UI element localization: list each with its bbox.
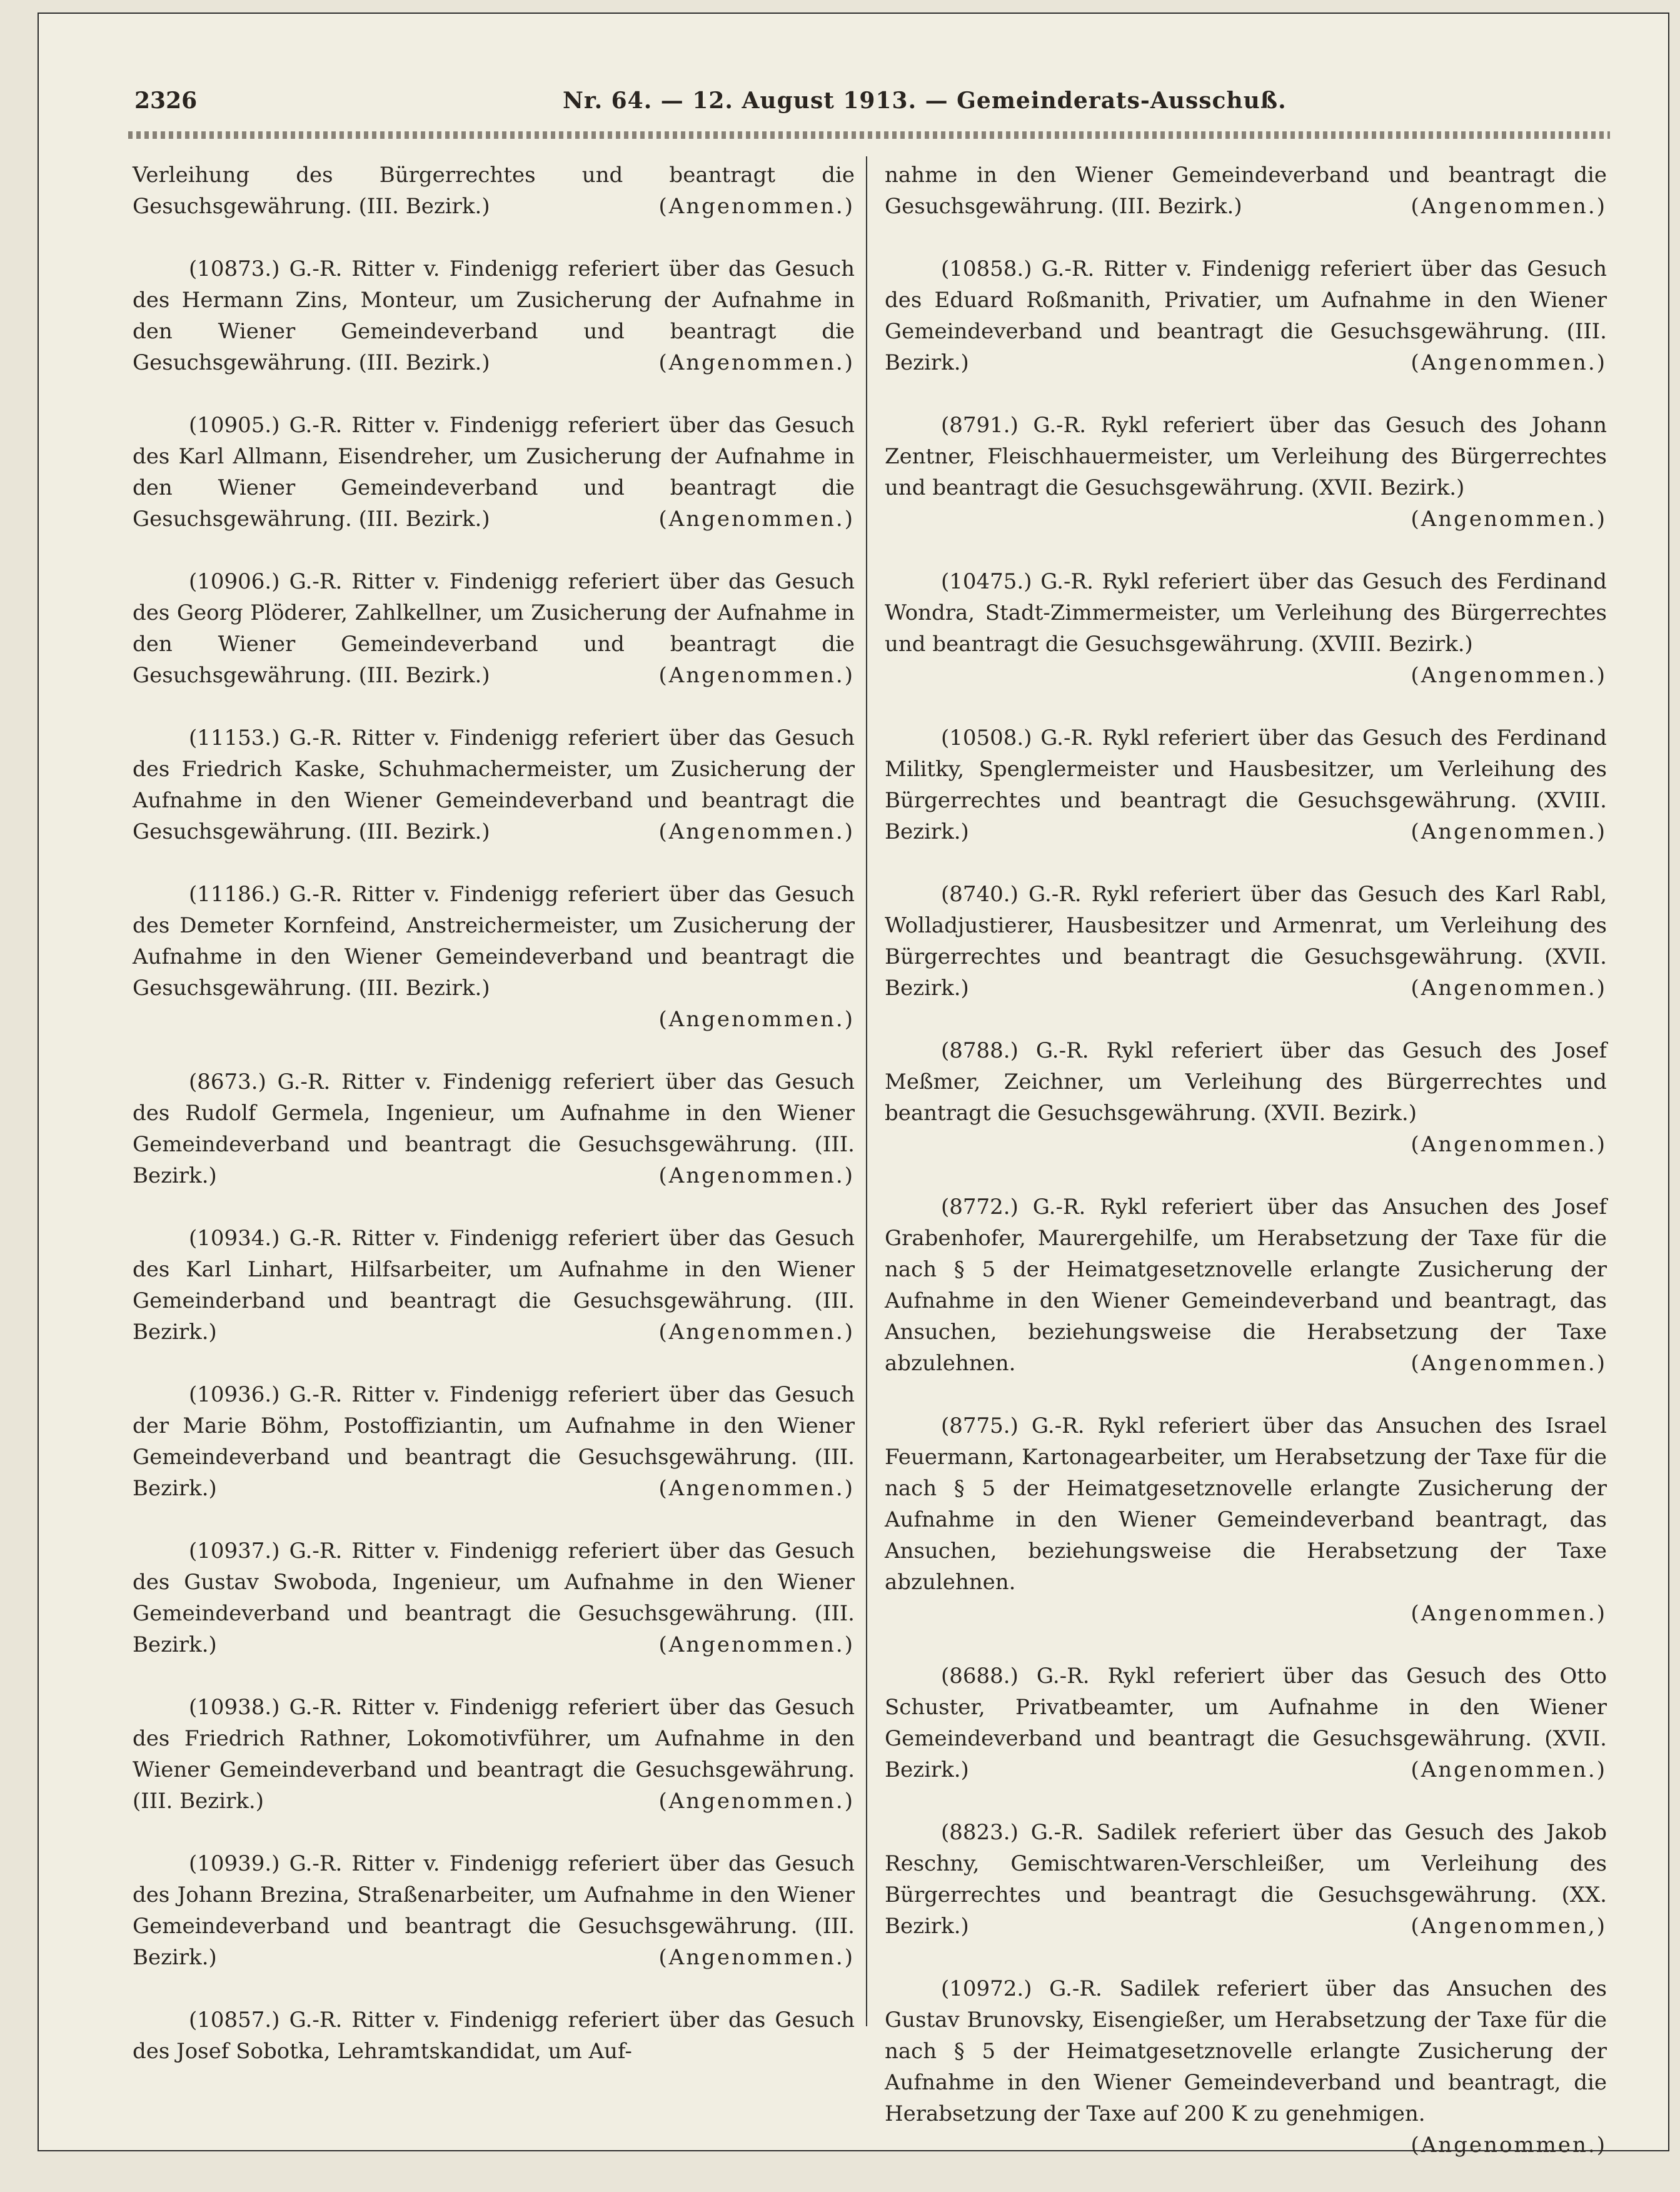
column-divider bbox=[866, 156, 867, 2026]
entry-status: (Angenommen.) bbox=[658, 1945, 855, 1970]
entry-status: (Angenommen.) bbox=[658, 1789, 855, 1814]
entry-status: (Angenommen.) bbox=[658, 1320, 855, 1345]
protocol-entry bbox=[885, 566, 1607, 691]
entry-status: (Angenommen.) bbox=[658, 1632, 855, 1657]
protocol-entry bbox=[133, 253, 855, 378]
entry-status: (Angenommen.) bbox=[1411, 1757, 1607, 1782]
protocol-entry bbox=[133, 1379, 855, 1504]
entry-status: (Angenommen.) bbox=[1411, 663, 1607, 688]
entry-text: (10873.) G.-R. Ritter v. Findenigg referiert über das Gesuch des Hermann Zins, Monteur, um Zusicherung der Aufnahme in den Wiener Gemeindeverband und beantragt die Gesuchsgewährung. (III. Bezirk.) bbox=[133, 256, 855, 375]
entry-text: (10905.) G.-R. Ritter v. Findenigg referiert über das Gesuch des Karl Allmann, Eisendreher, um Zusicherung der Aufnahme in den Wiener Gemeindeverband und beantragt die Gesuchsgewährung. (III. Bezirk.) bbox=[133, 413, 855, 532]
entry-text: (8740.) G.-R. Rykl referiert über das Gesuch des Karl Rabl, Wolladjustierer, Hausbesitzer und Armenrat, um Verleihung des Bürgerrechtes und beantragt die Gesuchsgewährung. (XVII. Bezirk.) bbox=[885, 882, 1607, 1001]
entry-text: (10936.) G.-R. Ritter v. Findenigg referiert über das Gesuch der Marie Böhm, Postoffiziantin, um Aufnahme in den Wiener Gemeindeverband und beantragt die Gesuchsgewährung. (III. Bezirk.) bbox=[133, 1382, 855, 1501]
protocol-entry bbox=[133, 879, 855, 1035]
protocol-entry bbox=[133, 1535, 855, 1660]
left-column bbox=[133, 159, 855, 2098]
page-number: 2326 bbox=[134, 88, 198, 114]
protocol-entry bbox=[885, 1191, 1607, 1379]
entry-status: (Angenommen.) bbox=[658, 1007, 855, 1032]
header-rule bbox=[128, 131, 1610, 139]
protocol-entry bbox=[133, 722, 855, 847]
entry-status: (Angenommen.) bbox=[1411, 1351, 1607, 1376]
protocol-entry bbox=[885, 1035, 1607, 1160]
protocol-entry bbox=[133, 2004, 855, 2067]
protocol-entry bbox=[885, 159, 1607, 222]
entry-text: (8772.) G.-R. Rykl referiert über das Ansuchen des Josef Grabenhofer, Maurergehilfe, um Herabsetzung der Taxe für die nach § 5 der Heimatgesetznovelle erlangte Zusicherung der Aufnahme in den Wiener Gemeindeverband und beantragt, das Ansuchen, beziehungsweise die Herabsetzung der Taxe abzulehnen. bbox=[885, 1194, 1607, 1376]
protocol-entry bbox=[133, 410, 855, 535]
entry-status: (Angenommen.) bbox=[658, 663, 855, 688]
entry-status: (Angenommen.) bbox=[658, 194, 855, 219]
entry-status: (Angenommen.) bbox=[658, 350, 855, 375]
right-column bbox=[885, 159, 1607, 2192]
entry-text: Verleihung des Bürgerrechtes und beantragt die Gesuchsgewährung. (III. Bezirk.) bbox=[133, 163, 855, 219]
entry-status: (Angenommen.) bbox=[1411, 976, 1607, 1001]
entry-status: (Angenommen.) bbox=[658, 819, 855, 844]
protocol-entry bbox=[885, 1410, 1607, 1629]
page-title: Nr. 64. — 12. August 1913. — Gemeinderats-Ausschuß. bbox=[563, 88, 1287, 114]
entry-text: nahme in den Wiener Gemeindeverband und beantragt die Gesuchsgewährung. (III. Bezirk.) bbox=[885, 163, 1607, 219]
entry-text: (8788.) G.-R. Rykl referiert über das Gesuch des Josef Meßmer, Zeichner, um Verleihung des Bürgerrechtes und beantragt die Gesuchsgewährung. (XVII. Bezirk.) bbox=[885, 1038, 1607, 1126]
entry-status: (Angenommen.) bbox=[1411, 507, 1607, 532]
entry-text: (10972.) G.-R. Sadilek referiert über das Ansuchen des Gustav Brunovsky, Eisengießer, um Herabsetzung der Taxe für die nach § 5 der Heimatgesetznovelle erlangte Zusicherung der Aufnahme in den Wiener Gemeindeverband und beantragt, die Herabsetzung der Taxe auf 200 K zu genehmigen. bbox=[885, 1976, 1607, 2126]
entry-text: (8688.) G.-R. Rykl referiert über das Gesuch des Otto Schuster, Privatbeamter, um Aufnahme in den Wiener Gemeindeverband und beantragt die Gesuchsgewährung. (XVII. Bezirk.) bbox=[885, 1664, 1607, 1782]
entry-text: (10906.) G.-R. Ritter v. Findenigg referiert über das Gesuch des Georg Plöderer, Zahlkellner, um Zusicherung der Aufnahme in den Wiener Gemeindeverband und beantragt die Gesuchsgewährung. (III. Bezirk.) bbox=[133, 569, 855, 688]
entry-text: (10508.) G.-R. Rykl referiert über das Gesuch des Ferdinand Militky, Spenglermeister und Hausbesitzer, um Verleihung des Bürgerrechtes und beantragt die Gesuchsgewährung. (XVIII. Bezirk.) bbox=[885, 725, 1607, 844]
protocol-entry bbox=[885, 879, 1607, 1004]
entry-text: (8775.) G.-R. Rykl referiert über das Ansuchen des Israel Feuermann, Kartonagearbeiter, um Herabsetzung der Taxe für die nach § 5 der Heimatgesetznovelle erlangte Zusicherung der Aufnahme in den Wiener Gemeindeverband beantragt, das Ansuchen, beziehungsweise die Herabsetzung der Taxe abzulehnen. bbox=[885, 1413, 1607, 1595]
entry-status: (Angenommen.) bbox=[658, 1476, 855, 1501]
protocol-entry bbox=[885, 1660, 1607, 1785]
entry-status: (Angenommen.) bbox=[1411, 819, 1607, 844]
protocol-entry bbox=[133, 1223, 855, 1348]
entry-text: (8791.) G.-R. Rykl referiert über das Gesuch des Johann Zentner, Fleischhauermeister, um Verleihung des Bürgerrechtes und beantragt die Gesuchsgewährung. (XVII. Bezirk.) bbox=[885, 413, 1607, 500]
entry-text: (11186.) G.-R. Ritter v. Findenigg referiert über das Gesuch des Demeter Kornfeind, Anstreichermeister, um Zusicherung der Aufnahme in den Wiener Gemeindeverband und beantragt die Gesuchsgewährung. (III. Bezirk.) bbox=[133, 882, 855, 1001]
entry-text: (11153.) G.-R. Ritter v. Findenigg referiert über das Gesuch des Friedrich Kaske, Schuhmachermeister, um Zusicherung der Aufnahme in den Wiener Gemeindeverband und beantragt die Gesuchsgewährung. (III. Bezirk.) bbox=[133, 725, 855, 844]
entry-text: (10939.) G.-R. Ritter v. Findenigg referiert über das Gesuch des Johann Brezina, Straßenarbeiter, um Aufnahme in den Wiener Gemeindeverband und beantragt die Gesuchsgewährung. (III. Bezirk.) bbox=[133, 1851, 855, 1970]
entry-status: (Angenommen.) bbox=[1411, 194, 1607, 219]
page-header bbox=[134, 88, 1601, 125]
protocol-entry bbox=[133, 159, 855, 222]
protocol-entry bbox=[885, 1973, 1607, 2161]
entry-status: (Angenommen.) bbox=[1411, 2133, 1607, 2158]
protocol-entry bbox=[133, 1066, 855, 1191]
protocol-entry bbox=[885, 1817, 1607, 1942]
entry-status: (Angenommen,) bbox=[1411, 1914, 1607, 1939]
entry-text: (8673.) G.-R. Ritter v. Findenigg referiert über das Gesuch des Rudolf Germela, Ingenieur, um Aufnahme in den Wiener Gemeindeverband und beantragt die Gesuchsgewährung. (III. Bezirk.) bbox=[133, 1069, 855, 1188]
entry-text: (8823.) G.-R. Sadilek referiert über das Gesuch des Jakob Reschny, Gemischtwaren-Verschleißer, um Verleihung des Bürgerrechtes und beantragt die Gesuchsgewährung. (XX. Bezirk.) bbox=[885, 1820, 1607, 1939]
protocol-entry bbox=[885, 253, 1607, 378]
entry-status: (Angenommen.) bbox=[1411, 350, 1607, 375]
entry-status: (Angenommen.) bbox=[658, 1163, 855, 1188]
entry-text: (10858.) G.-R. Ritter v. Findenigg referiert über das Gesuch des Eduard Roßmanith, Privatier, um Aufnahme in den Wiener Gemeindeverband und beantragt die Gesuchsgewährung. (III. Bezirk.) bbox=[885, 256, 1607, 375]
entry-text: (10475.) G.-R. Rykl referiert über das Gesuch des Ferdinand Wondra, Stadt-Zimmermeister, um Verleihung des Bürgerrechtes und beantragt die Gesuchsgewährung. (XVIII. Bezirk.) bbox=[885, 569, 1607, 657]
entry-text: (10934.) G.-R. Ritter v. Findenigg referiert über das Gesuch des Karl Linhart, Hilfsarbeiter, um Aufnahme in den Wiener Gemeinderband und beantragt die Gesuchsgewährung. (III. Bezirk.) bbox=[133, 1226, 855, 1345]
protocol-entry bbox=[885, 722, 1607, 847]
entry-status: (Angenommen.) bbox=[1411, 1132, 1607, 1157]
entry-status: (Angenommen.) bbox=[1411, 1601, 1607, 1626]
protocol-entry bbox=[133, 1848, 855, 1973]
protocol-entry bbox=[133, 1692, 855, 1817]
entry-status: (Angenommen.) bbox=[658, 507, 855, 532]
entry-text: (10938.) G.-R. Ritter v. Findenigg referiert über das Gesuch des Friedrich Rathner, Lokomotivführer, um Aufnahme in den Wiener Gemeindeverband und beantragt die Gesuchsgewährung. (III. Bezirk.) bbox=[133, 1695, 855, 1814]
entry-text: (10937.) G.-R. Ritter v. Findenigg referiert über das Gesuch des Gustav Swoboda, Ingenieur, um Aufnahme in den Wiener Gemeindeverband und beantragt die Gesuchsgewährung. (III. Bezirk.) bbox=[133, 1538, 855, 1657]
entry-text: (10857.) G.-R. Ritter v. Findenigg referiert über das Gesuch des Josef Sobotka, Lehramtskandidat, um Auf- bbox=[133, 2008, 855, 2064]
protocol-entry bbox=[885, 410, 1607, 535]
protocol-entry bbox=[133, 566, 855, 691]
